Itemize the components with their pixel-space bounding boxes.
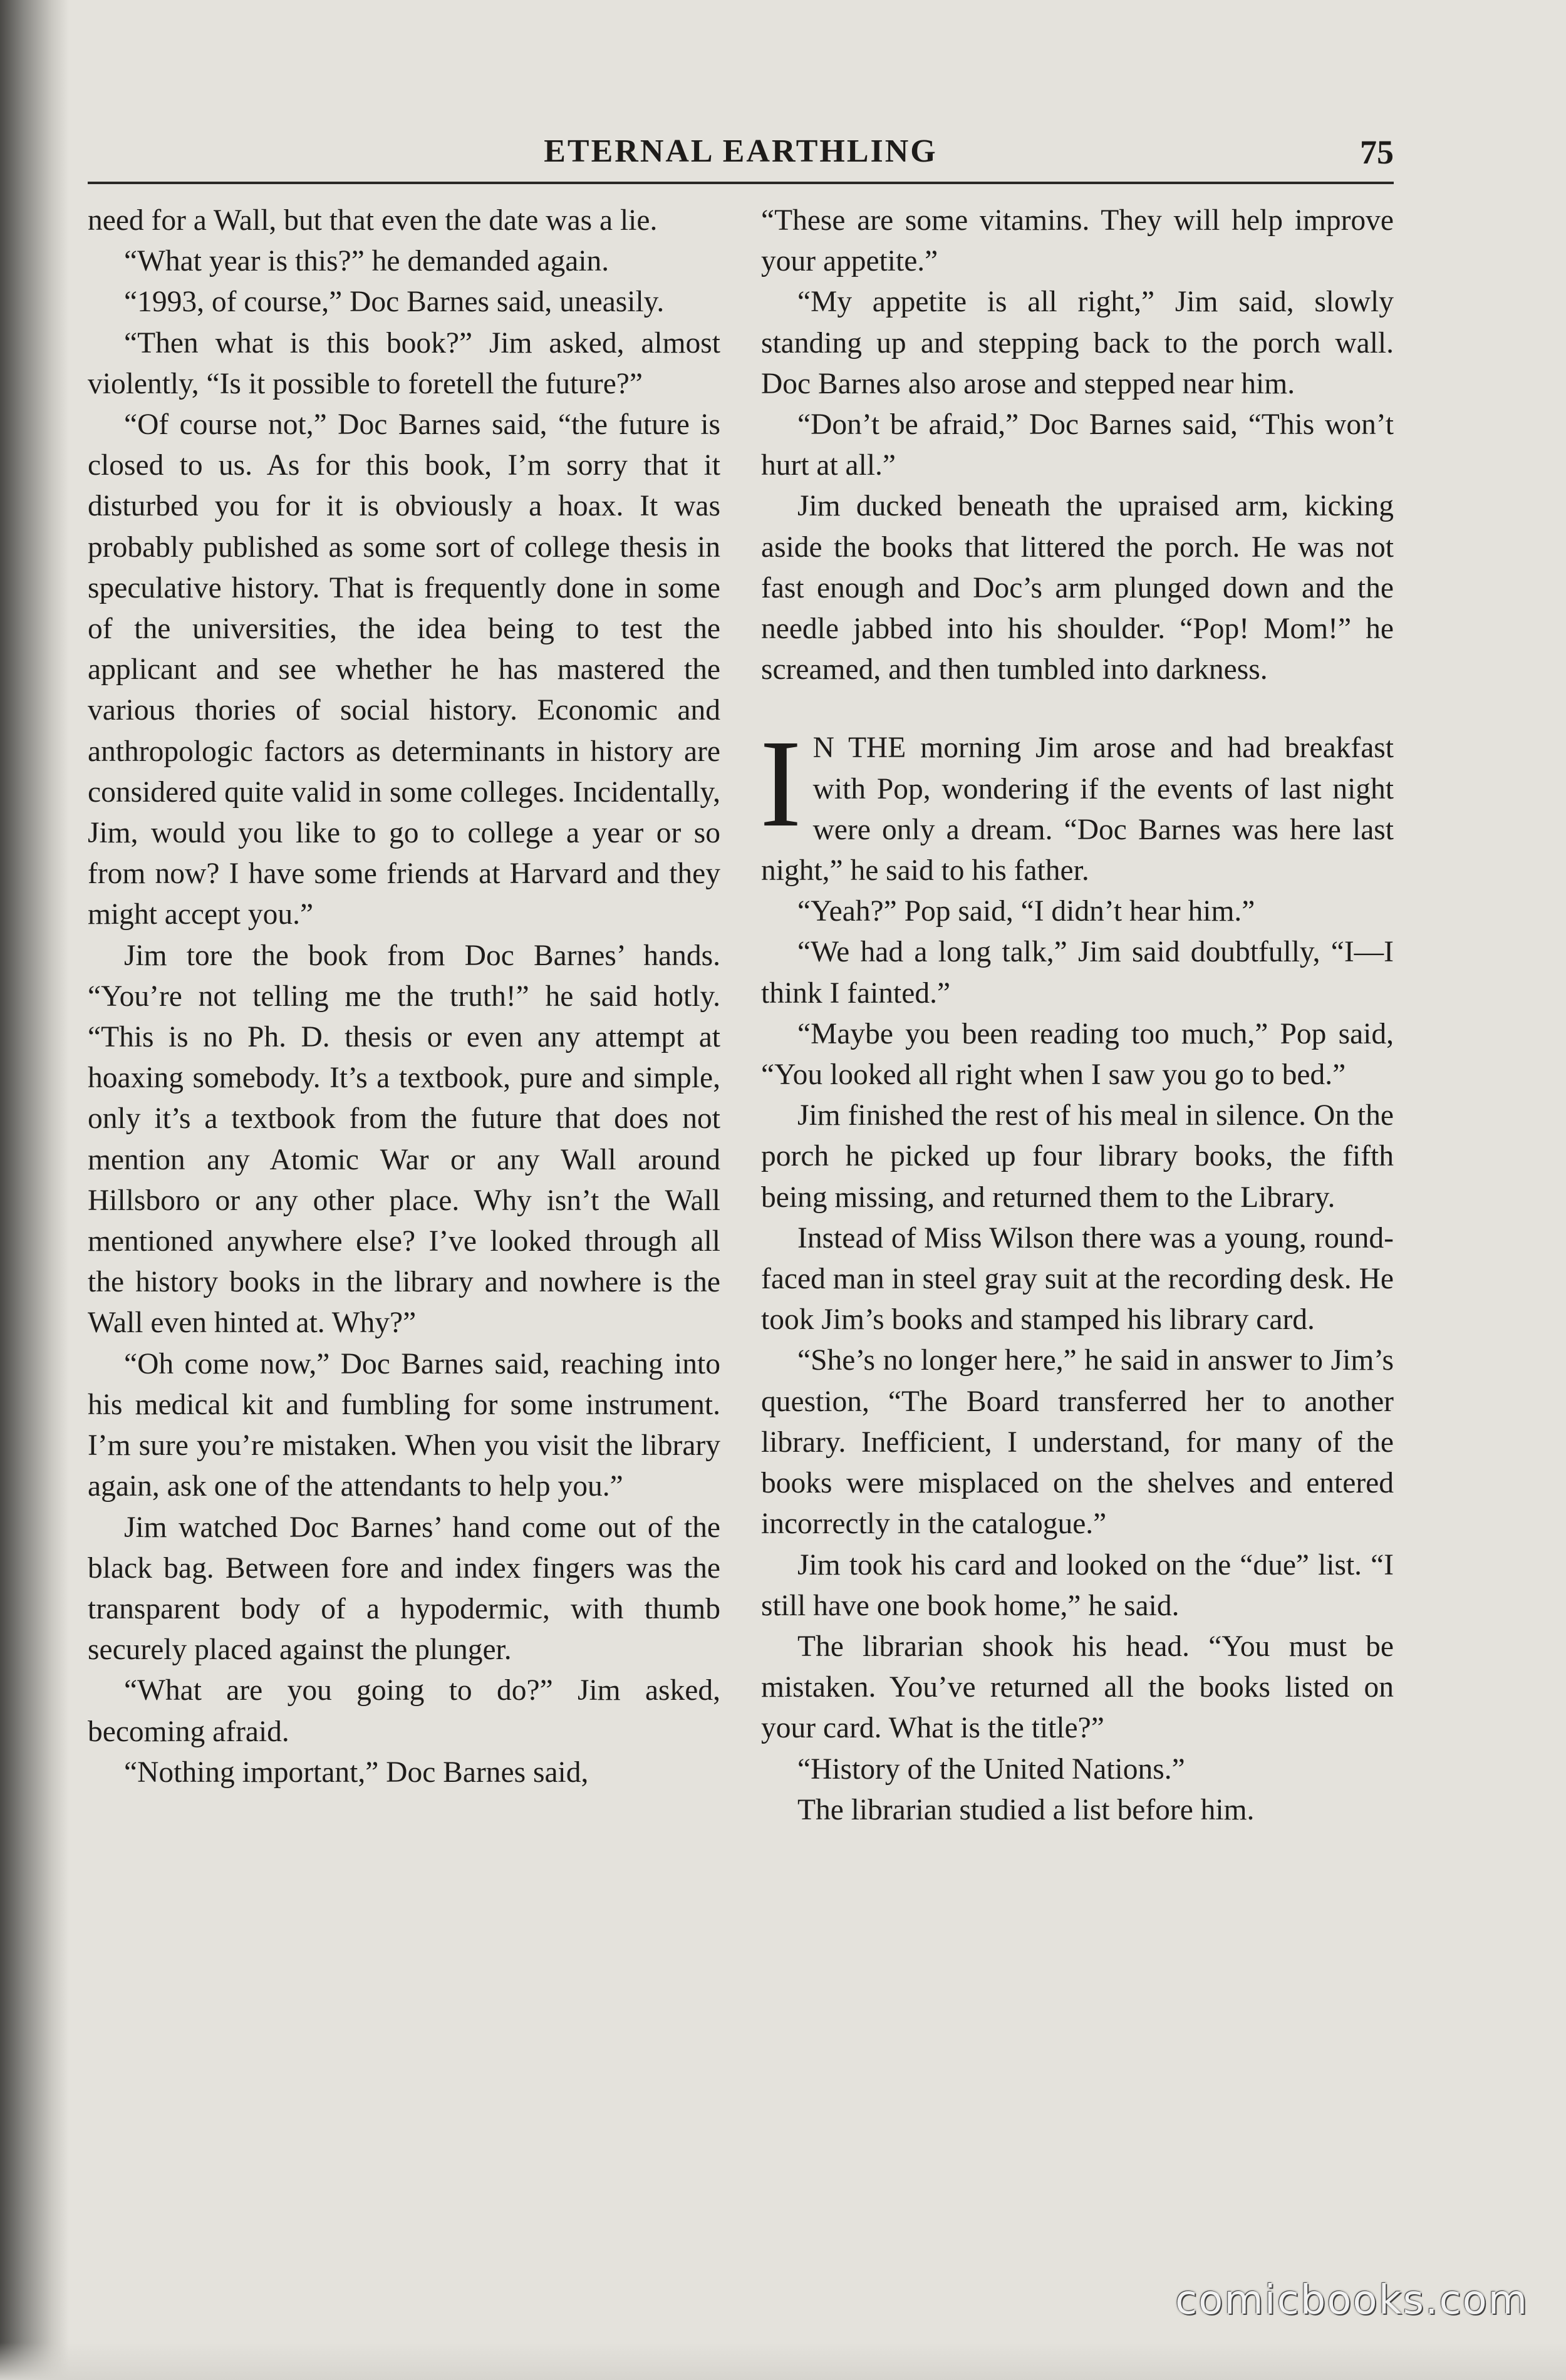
- paragraph: Jim tore the book from Doc Barnes’ hands. “You’re not telling me the truth!” he said hotly. “This is no Ph. D. thesis or even any attempt at hoaxing somebody. It’s a textbook, pure and simple, only it’s a textbook from the future that does not mention any Atomic War or any Wall around Hillsboro or any other place. Why isn’t the Wall mentioned anywhere else? I’ve looked through all the history books in the library and nowhere is the Wall even hinted at. Why?”: [88, 939, 720, 1340]
- page-header: [88, 133, 1394, 177]
- section-opening-text: N THE morning Jim arose and had breakfast with Pop, wondering if the events of last night were only a dream. “Doc Barnes was here last night,” he said to his father.: [761, 732, 1394, 887]
- paragraph: “History of the United Nations.”: [797, 1752, 1185, 1786]
- paragraph: “Maybe you been reading too much,” Pop said, “You looked all right when I saw you go to bed.”: [761, 1017, 1394, 1092]
- paragraph: “We had a long talk,” Jim said doubtfully, “I—I think I fainted.”: [761, 936, 1394, 1010]
- paragraph: “My appetite is all right,” Jim said, slowly standing up and stepping back to the porch wall. Doc Barnes also arose and stepped near him.: [761, 286, 1394, 400]
- header-rule: [88, 182, 1394, 184]
- paragraph: “Don’t be afraid,” Doc Barnes said, “This won’t hurt at all.”: [761, 408, 1394, 482]
- book-spine-shadow: [0, 0, 69, 2380]
- paragraph: “Yeah?” Pop said, “I didn’t hear him.”: [797, 895, 1255, 928]
- page-number: 75: [1360, 133, 1394, 171]
- left-column: [88, 200, 720, 1793]
- paragraph: “Then what is this book?” Jim asked, almost violently, “Is it possible to foretell the future?”: [88, 326, 720, 400]
- paragraph: “Nothing important,” Doc Barnes said,: [124, 1756, 589, 1789]
- paragraph: Jim finished the rest of his meal in silence. On the porch he picked up four library books, the fifth being missing, and returned them to the Library.: [761, 1099, 1394, 1214]
- right-column: [761, 200, 1394, 1831]
- paragraph: need for a Wall, but that even the date was a lie.: [88, 204, 658, 237]
- paragraph: “These are some vitamins. They will help improve your appetite.”: [761, 204, 1394, 278]
- paragraph: Jim took his card and looked on the “due” list. “I still have one book home,” he said.: [761, 1548, 1394, 1622]
- paragraph: “Of course not,” Doc Barnes said, “the future is closed to us. As for this book, I’m sorry that it disturbed you for it is obviously a hoax. It was probably published as some sort of college thesis in speculative history. That is frequently done in some of the universities, the idea being to test the applicant and see whether he has mastered the various thories of social history. Economic and anthropologic factors as determinants in history are considered quite valid in some colleges. Incidentally, Jim, would you like to go to college a year or so from now? I have some friends at Harvard and they might accept you.”: [88, 408, 720, 931]
- paragraph: “Oh come now,” Doc Barnes said, reaching into his medical kit and fumbling for some instrument. I’m sure you’re mistaken. When you visit the library again, ask one of the attendants to help you.”: [88, 1347, 720, 1503]
- drop-cap: I: [760, 715, 802, 854]
- page-edge: [0, 2342, 1566, 2380]
- paragraph: The librarian studied a list before him.: [797, 1793, 1255, 1826]
- paragraph: “1993, of course,” Doc Barnes said, uneasily.: [124, 286, 665, 319]
- paragraph: Jim ducked beneath the upraised arm, kicking aside the books that littered the porch. He was not fast enough and Doc’s arm plunged down and the needle jabbed into his shoulder. “Pop! Mom!” he screamed, and then tumbled into darkness.: [761, 490, 1394, 686]
- running-title: ETERNAL EARTHLING: [544, 133, 938, 169]
- paragraph: “What year is this?” he demanded again.: [124, 245, 609, 278]
- paragraph: Jim watched Doc Barnes’ hand come out of the black bag. Between fore and index fingers was the transparent body of a hypodermic, with thumb securely placed against the plunger.: [88, 1511, 720, 1667]
- section-opening: [760, 715, 1394, 891]
- watermark: comicbooks.com: [1174, 2277, 1528, 2324]
- paragraph: The librarian shook his head. “You must be mistaken. You’ve returned all the books listed on your card. What is the title?”: [761, 1630, 1394, 1745]
- paragraph: “She’s no longer here,” he said in answer to Jim’s question, “The Board transferred her to another library. Inefficient, I understand, for many of the books were misplaced on the shelves and entered incorrectly in the catalogue.”: [761, 1344, 1394, 1541]
- paragraph: “What are you going to do?” Jim asked, becoming afraid.: [88, 1674, 720, 1748]
- paragraph: Instead of Miss Wilson there was a young, round-faced man in steel gray suit at the recording desk. He took Jim’s books and stamped his library card.: [761, 1221, 1394, 1337]
